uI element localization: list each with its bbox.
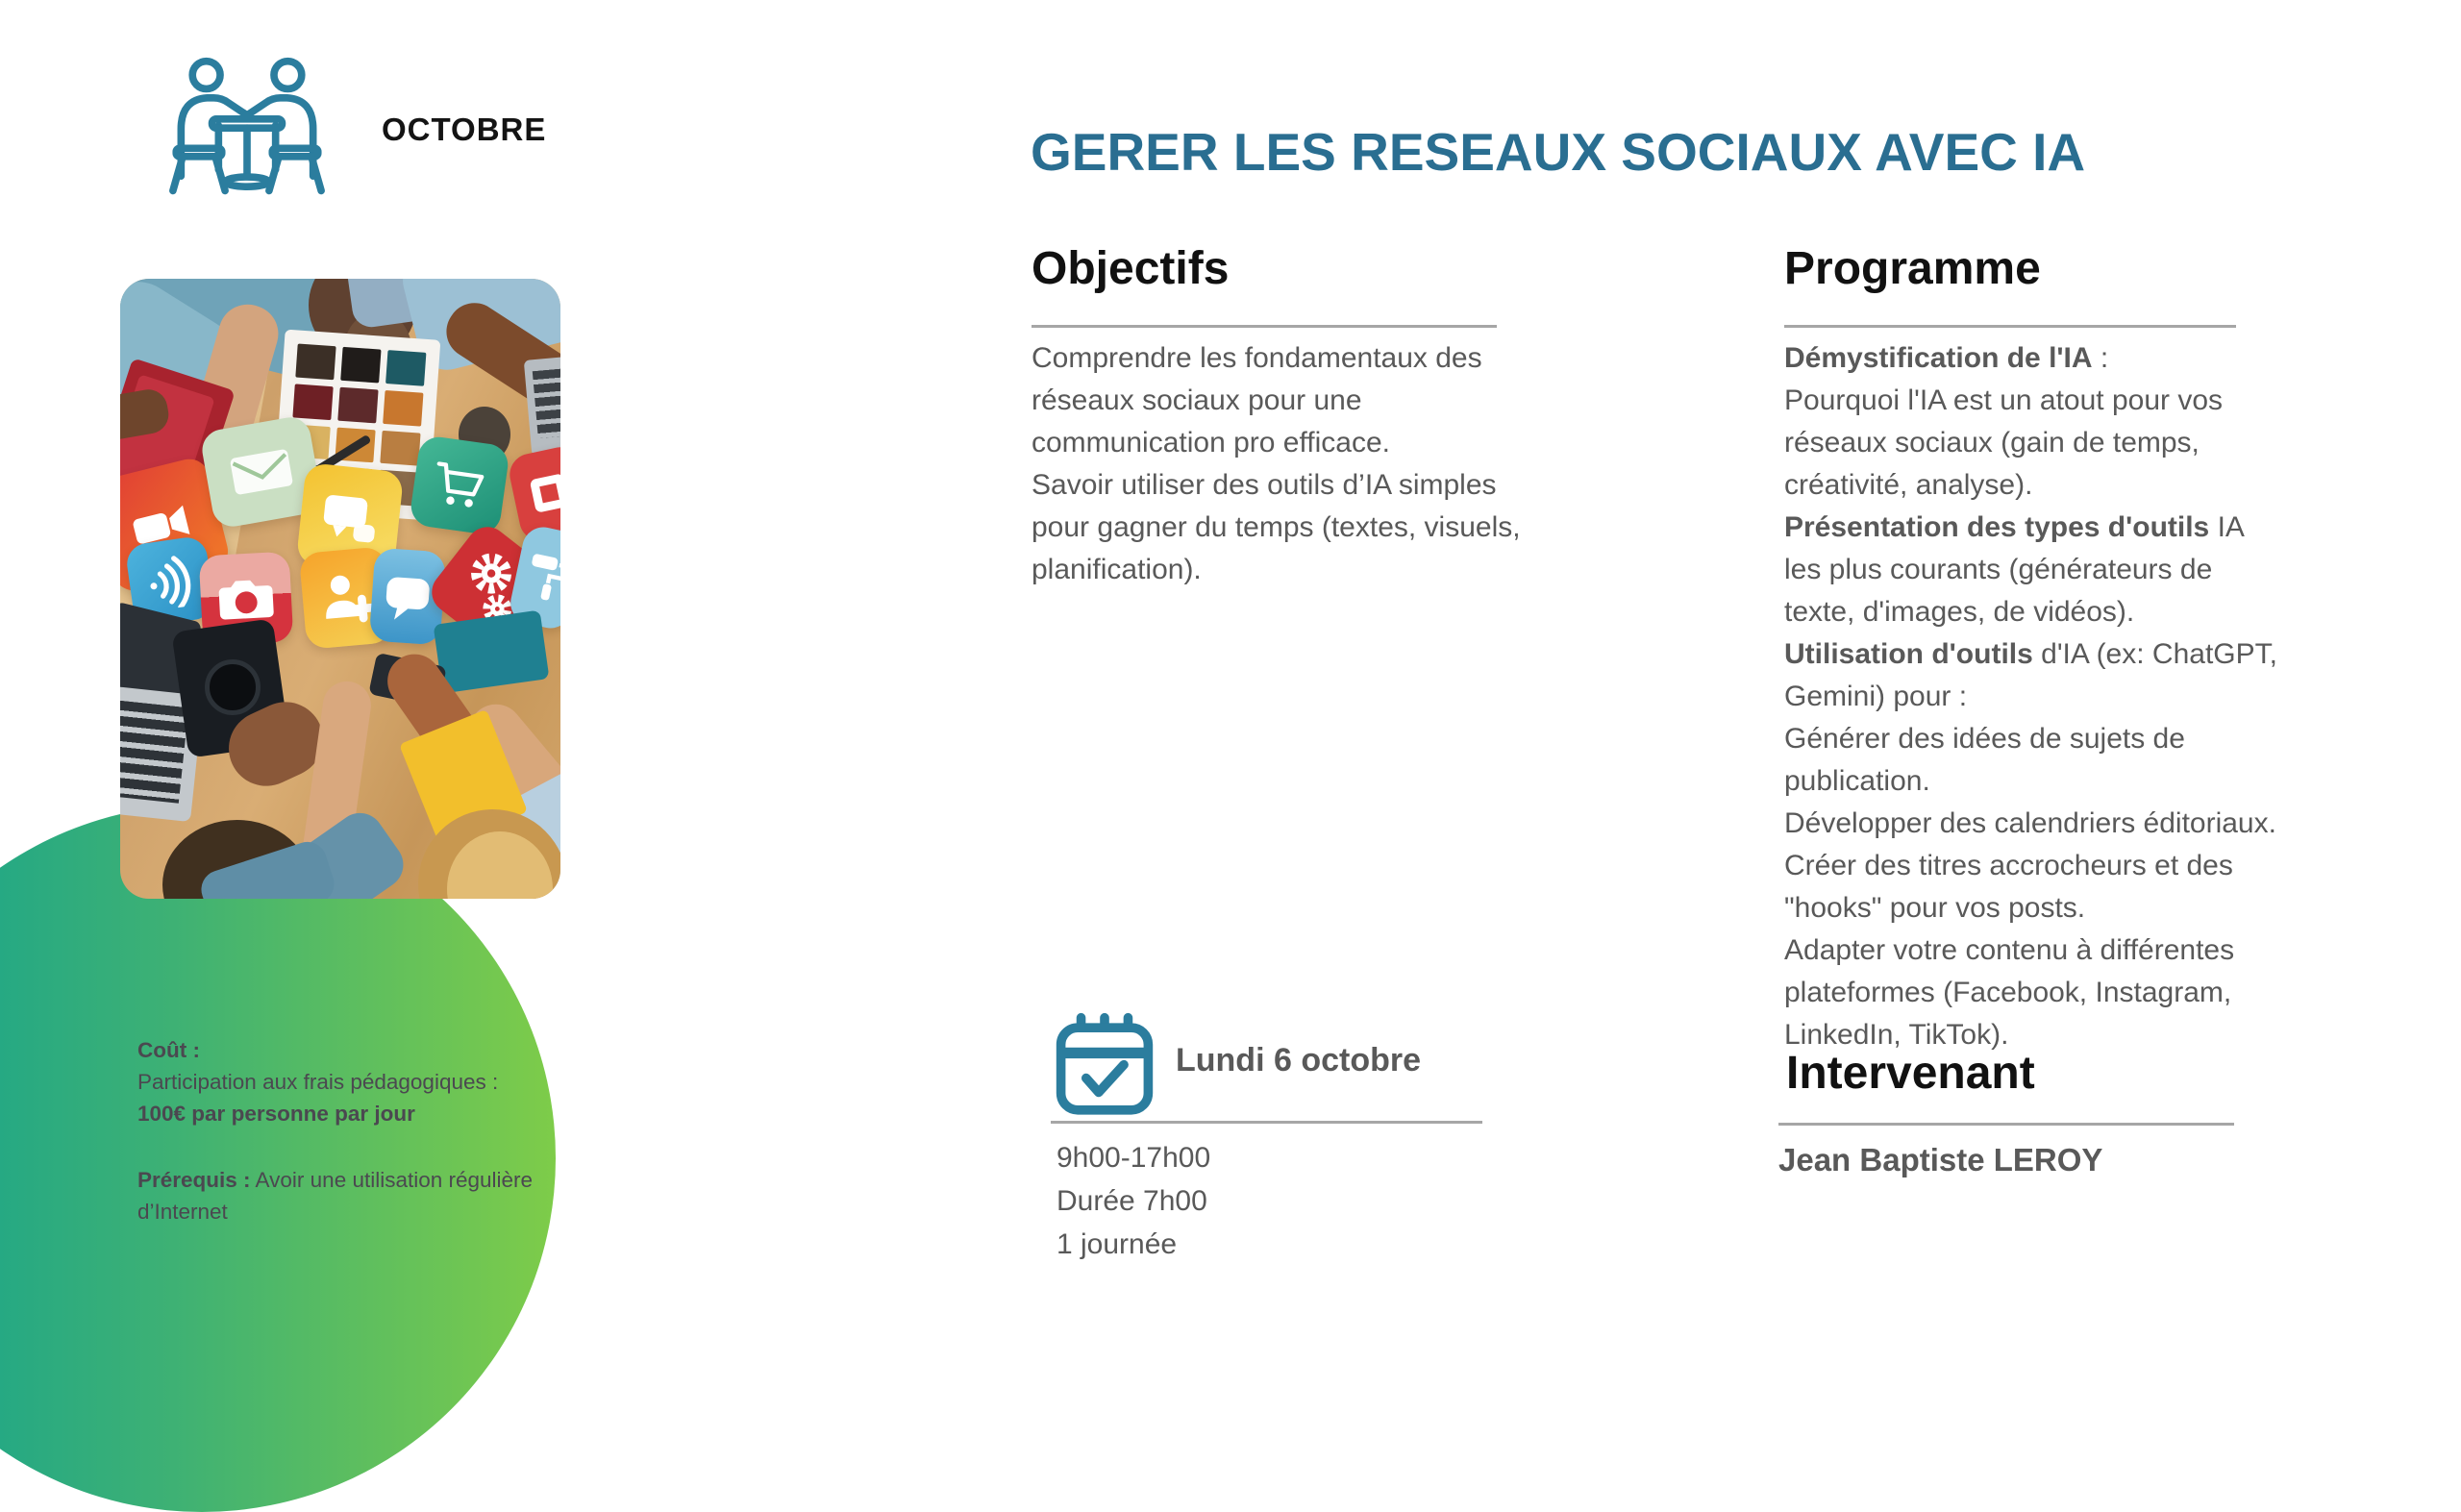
session-date: Lundi 6 octobre [1176,1042,1421,1078]
cost-heading: Coût : [137,1038,200,1062]
calendar-check-icon [1053,1009,1156,1115]
flag-icon [522,465,560,522]
photo-folder [434,610,550,694]
spacer [137,1129,597,1164]
programme-heading: Programme [1784,243,2041,294]
objectifs-heading: Objectifs [1032,243,1230,294]
meeting-table-icon [162,44,333,213]
paint-roller-icon [521,548,560,607]
divider [1778,1123,2234,1126]
cost-block [137,1034,597,1227]
shopping-cart-icon [429,456,491,515]
programme-section [1784,242,2282,1056]
divider [1784,325,2236,328]
intervenant-name: Jean Baptiste LEROY [1778,1142,2103,1177]
intervenant-section [1778,1041,2240,1178]
message-icon [380,569,435,625]
prerequisites [137,1164,597,1227]
email-icon [226,443,297,502]
programme-item: Adapter votre contenu à différentes plateformes (Facebook, Instagram, LinkedIn, TikTok). [1784,934,2235,1051]
programme-item: Générer des idées de sujets de publication. [1784,723,2185,797]
programme-item: Créer des titres accrocheurs et des "hooks" pour vos posts. [1784,850,2233,924]
programme-item: Présentation des types d'outils IA les plus courants (générateurs de texte, d'images, de vidéos). [1784,511,2244,628]
objectifs-item: Savoir utiliser des outils d’IA simples pour gagner du temps (textes, visuels, planification). [1032,469,1521,585]
chat-bubble-icon [317,487,383,549]
session-hours: 9h00-17h00 [1056,1142,1211,1174]
session-duration: Durée 7h00 [1056,1185,1207,1217]
programme-item: Développer des calendriers éditoriaux. [1784,807,2276,839]
programme-item: Démystification de l'IA : [1784,342,2109,374]
wifi-icon [139,551,200,611]
programme-item: Utilisation d'outils d'IA (ex: ChatGPT, Gemini) pour : [1784,638,2277,712]
photo-dslr-lens [205,659,261,715]
objectifs-item: Comprendre les fondamentaux des réseaux sociaux pour une communication pro efficace. [1032,342,1482,459]
photo-laptop [524,355,560,456]
programme-text [1784,337,2282,1056]
session-times [1056,1136,1210,1266]
cost-participation: Participation aux frais pédagogiques : [137,1070,499,1094]
prerequisites-label: Prérequis : [137,1168,251,1192]
divider [1051,1121,1482,1124]
session-days: 1 journée [1056,1228,1178,1260]
add-user-icon [314,566,377,629]
intervenant-heading: Intervenant [1786,1048,2035,1099]
objectifs-section [1032,242,1531,591]
schedule-section [1051,1000,1503,1288]
cost-price: 100€ par personne par jour [137,1102,415,1126]
month-label: OCTOBRE [382,112,547,147]
photo-tile-cart [409,434,510,536]
prerequisites-text: Avoir une utilisation régulière d’Internet [137,1168,534,1224]
course-photo [120,279,560,899]
page-title: GERER LES RESEAUX SOCIAUX AVEC IA [1031,122,2086,182]
camera-icon [213,572,280,625]
programme-item: Pourquoi l'IA est un atout pour vos réseaux sociaux (gain de temps, créativité, analyse). [1784,384,2224,501]
objectifs-text [1032,337,1531,591]
divider [1032,325,1497,328]
